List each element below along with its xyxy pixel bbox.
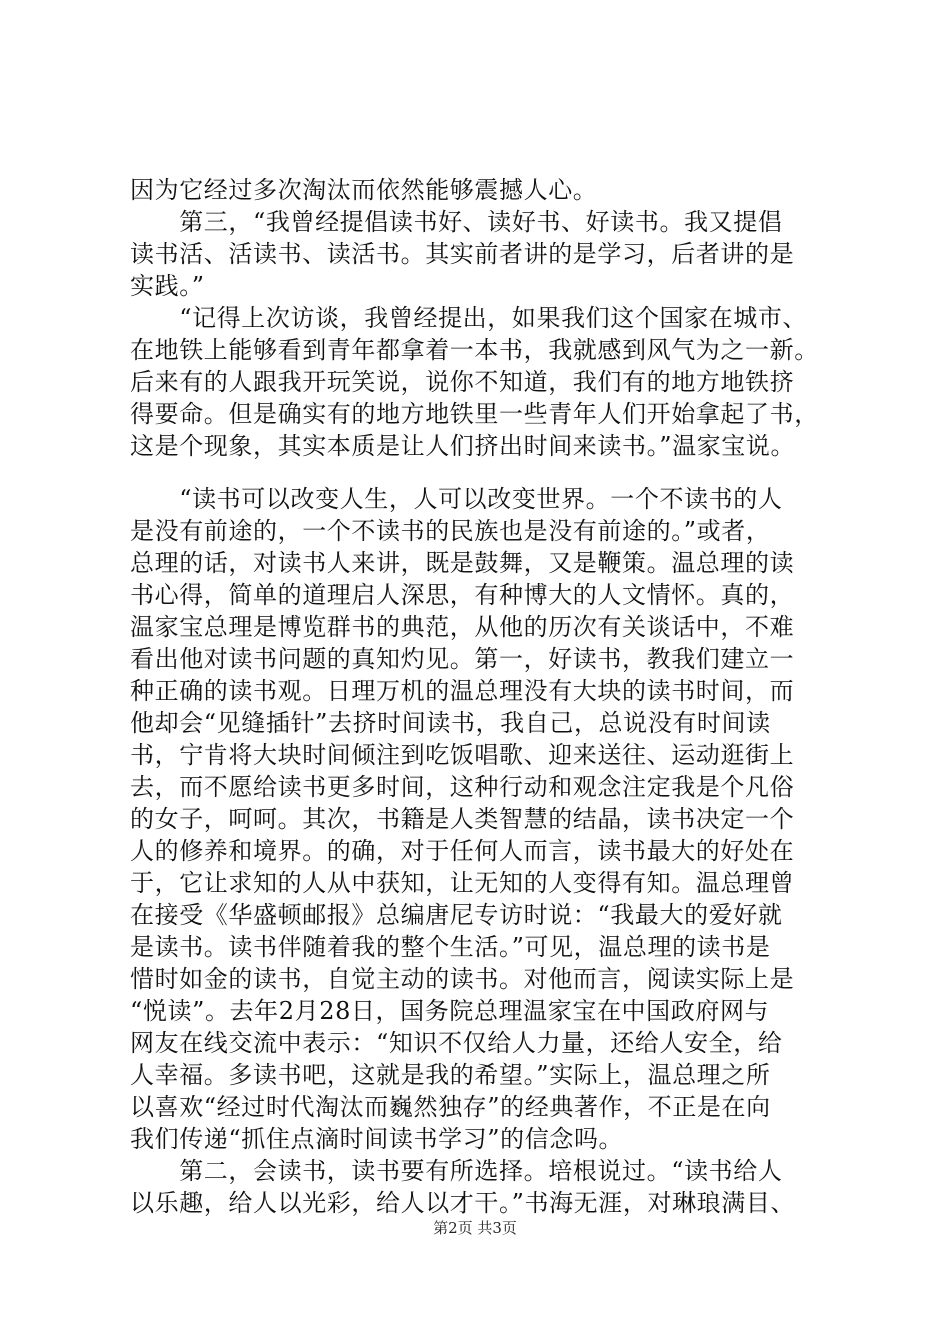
- text-line: 我们传递“抓住点滴时间读书学习”的信念吗。: [130, 1125, 624, 1153]
- text-line: 种正确的读书观。日理万机的温总理没有大块的读书时间，而: [130, 677, 795, 705]
- text-line: 温家宝总理是博览群书的典范，从他的历次有关谈话中，不难: [130, 613, 795, 641]
- text-line: 去，而不愿给读书更多时间，这种行动和观念注定我是个凡俗: [130, 773, 795, 801]
- text-line: “悦读”。去年2月28日，国务院总理温家宝在中国政府网与: [130, 997, 770, 1025]
- text-line: 惜时如金的读书，自觉主动的读书。对他而言，阅读实际上是: [130, 965, 795, 993]
- text-line: 第三，“我曾经提倡读书好、读好书、好读书。我又提倡: [130, 208, 783, 236]
- text-line: 他却会“见缝插针”去挤时间读书，我自己，总说没有时间读: [130, 709, 771, 737]
- page-footer: [0, 1218, 950, 1238]
- text-line: 实践。”: [130, 272, 205, 300]
- text-line: 人的修养和境界。的确，对于任何人而言，读书最大的好处在: [130, 837, 795, 865]
- text-line: 看出他对读书问题的真知灼见。第一，好读书，教我们建立一: [130, 645, 795, 673]
- text-line: 得要命。但是确实有的地方地铁里一些青年人们开始拿起了书，: [130, 400, 819, 428]
- text-line: 这是个现象，其实本质是让人们挤出时间来读书。”温家宝说。: [130, 432, 796, 460]
- text-line: 网友在线交流中表示：“知识不仅给人力量，还给人安全，给: [130, 1029, 783, 1057]
- text-line: 以喜欢“经过时代淘汰而巍然独存”的经典著作，不正是在向: [130, 1093, 771, 1121]
- text-line: “读书可以改变人生，人可以改变世界。一个不读书的人: [130, 485, 783, 513]
- text-line: 人幸福。多读书吧，这就是我的希望。”实际上，温总理之所: [130, 1061, 771, 1089]
- text-line: 书心得，简单的道理启人深思，有种博大的人文情怀。真的，: [130, 581, 795, 609]
- text-line: 于，它让求知的人从中获知，让无知的人变得有知。温总理曾: [130, 869, 795, 897]
- text-line: 是读书。读书伴随着我的整个生活。”可见，温总理的读书是: [130, 933, 771, 961]
- text-line: 第二，会读书，读书要有所选择。培根说过。“读书给人: [130, 1157, 783, 1185]
- text-line: 的女子，呵呵。其次，书籍是人类智慧的结晶，读书决定一个: [130, 805, 795, 833]
- text-line: 后来有的人跟我开玩笑说，说你不知道，我们有的地方地铁挤: [130, 368, 795, 396]
- text-line: 以乐趣，给人以光彩，给人以才干。”书海无涯，对琳琅满目、: [130, 1189, 796, 1217]
- page-number-label: 第2页 共3页: [433, 1219, 517, 1237]
- text-line: 读书活、活读书、读活书。其实前者讲的是学习，后者讲的是: [130, 240, 795, 268]
- text-line: 总理的话，对读书人来讲，既是鼓舞，又是鞭策。温总理的读: [130, 549, 795, 577]
- text-line: 在地铁上能够看到青年都拿着一本书，我就感到风气为之一新。: [130, 336, 819, 364]
- text-line: 是没有前途的，一个不读书的民族也是没有前途的。”或者，: [130, 517, 771, 545]
- text-line: “记得上次访谈，我曾经提出，如果我们这个国家在城市、: [130, 304, 808, 332]
- text-line: 在接受《华盛顿邮报》总编唐尼专访时说：“我最大的爱好就: [130, 901, 783, 929]
- text-line: 因为它经过多次淘汰而依然能够震撼人心。: [130, 176, 598, 204]
- text-line: 书，宁肯将大块时间倾注到吃饭唱歌、迎来送往、运动逛街上: [130, 741, 795, 769]
